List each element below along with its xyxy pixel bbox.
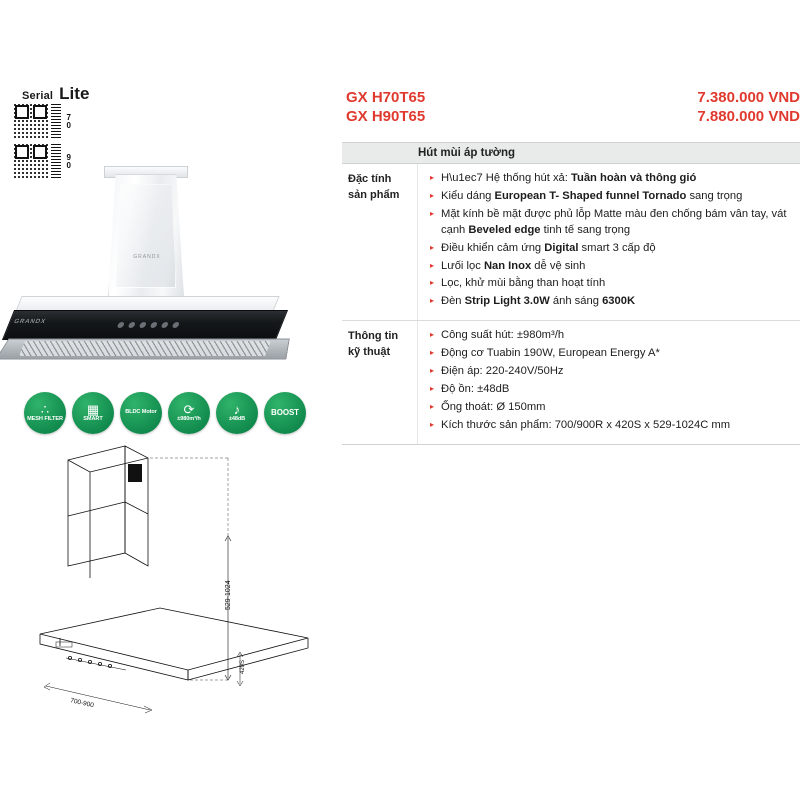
badge-label: BLDC Motor	[125, 409, 157, 416]
tech-text-2: Động cơ Tuabin 190W, European Energy A*	[441, 347, 660, 360]
badge-label: MESH FILTER	[27, 415, 63, 422]
feature-text-6: Lọc, khử mùi bằng than hoạt tính	[441, 277, 606, 290]
feature-text-1: Hệ thống hút xả: Tuần hoàn và thông gió	[485, 172, 697, 184]
drawing-logo-box	[56, 642, 72, 647]
feature-list	[430, 171, 794, 310]
list-item	[430, 364, 794, 380]
right-panel	[338, 0, 800, 800]
drawing-dim-height-label: 529-1024	[225, 580, 232, 610]
badge-boost	[264, 392, 306, 434]
table-row	[342, 321, 800, 444]
drawing-dim-width	[46, 686, 150, 710]
chip-icon: ▦	[86, 402, 100, 418]
badge-mesh-filter	[24, 392, 66, 434]
row-content-product-features	[418, 164, 800, 320]
drawing-canopy-front-edge	[40, 634, 188, 680]
row-label-product-features	[342, 164, 418, 320]
list-item	[430, 294, 794, 310]
list-item	[430, 276, 794, 292]
sound-wave-icon: ♪	[233, 402, 241, 418]
drawing-dim-depth-label: 420S	[240, 659, 246, 674]
feature-text-4: Điều khiển cảm ứng Digital smart 3 cấp độ	[441, 241, 656, 254]
badge-label: SMART	[83, 415, 103, 422]
mesh-filter-icon: ∴	[40, 402, 50, 418]
badge-label: BOOST	[271, 407, 299, 417]
feature-text-5: Lưối lọc Nan Inox dễ vệ sinh	[441, 259, 586, 272]
list-item	[430, 418, 794, 434]
badge-smart	[72, 392, 114, 434]
drawing-button	[98, 662, 101, 665]
drawing-ext-line-top	[150, 458, 228, 536]
model-row	[342, 107, 800, 126]
row-label-line1: Thông tin	[348, 330, 399, 343]
list-item	[430, 328, 794, 344]
badge-noise	[216, 392, 258, 434]
list-item	[430, 346, 794, 362]
row-label-line2: kỹ thuật	[348, 346, 391, 359]
table-row	[342, 164, 800, 321]
tech-text-1: Công suất hút: ±980m³/h	[441, 329, 565, 342]
feature-text-3: Mặt kính bề mặt được phủ lỗp Matte màu đen chống bám vân tay, vát cạnh Beveled edge tinh tế sang trọng	[441, 207, 787, 236]
mesh-filter-grille	[19, 341, 271, 356]
chimney-brand-logo: GRANDX	[133, 254, 161, 260]
drawing-control-line	[66, 658, 126, 670]
row-label-line2: sản phẩm	[348, 188, 400, 201]
drawing-chimney-front	[68, 446, 125, 566]
list-item	[430, 382, 794, 398]
control-dot-icon	[139, 322, 147, 328]
tech-text-3: Điện áp: 220-240V/50Hz	[441, 365, 564, 378]
technical-list	[430, 328, 794, 433]
feature-text-2: Kiểu dáng European T- Shaped funnel Tornado sang trọng	[441, 189, 743, 202]
list-item: ▸ H\u1ec7 Hệ thống hút xả: Tuần hoàn và thông gió	[430, 171, 794, 187]
serial-row	[22, 84, 89, 104]
qr-code-label: 90	[64, 153, 74, 169]
badge-airflow	[168, 392, 210, 434]
model-price: 7.880.000 VND	[697, 108, 800, 125]
serial-value: Lite	[59, 84, 90, 103]
drawing-chimney-seam-side	[125, 502, 148, 514]
row-label-technical-info	[342, 321, 418, 443]
fan-icon: ⟳	[183, 402, 195, 418]
control-dot-icon	[172, 322, 180, 328]
model-price: 7.380.000 VND	[697, 89, 800, 106]
control-dot-icon	[117, 322, 125, 328]
list-item	[430, 207, 794, 239]
qr-code-70[interactable]	[14, 104, 73, 138]
drawing-dim-width-label: 700-900	[69, 697, 95, 710]
drawing-button	[78, 658, 81, 661]
row-label-line1: Đặc tính	[348, 173, 392, 185]
drawing-button	[88, 660, 91, 663]
drawing-canopy-right-edge	[188, 638, 308, 680]
row-content-technical-info	[418, 321, 800, 443]
serial-label: Serial	[22, 90, 54, 102]
badge-bldc-motor	[120, 392, 162, 434]
model-row	[342, 88, 800, 107]
spec-table-header: Hút mùi áp tường	[342, 142, 800, 164]
model-price-list	[342, 88, 800, 126]
qr-code-label: 70	[64, 113, 74, 129]
qr-code-icon	[14, 104, 48, 138]
list-item	[430, 241, 794, 257]
control-dot-icon	[150, 322, 158, 328]
list-item	[430, 259, 794, 275]
tech-text-4: Độ ồn: ±48dB	[441, 382, 510, 395]
tech-text-6: Kích thước sản phẩm: 700/900R x 420S x 529-1024C mm	[441, 418, 731, 431]
badge-label: ±48dB	[228, 415, 246, 422]
left-panel	[0, 0, 330, 800]
drawing-button	[68, 656, 71, 659]
spec-table	[342, 142, 800, 445]
model-code: GX H90T65	[346, 108, 426, 125]
list-item	[430, 189, 794, 205]
list-item	[430, 400, 794, 416]
drawing-control-block	[128, 464, 142, 482]
qr-code-pattern	[51, 104, 61, 138]
hood-brand-logo: GRANDX	[12, 319, 47, 325]
control-dot-icon	[128, 322, 136, 328]
badge-label: ±980m³/h	[177, 415, 201, 422]
product-photo	[0, 160, 330, 375]
technical-drawing-svg	[30, 438, 320, 728]
chimney-glass-panel	[116, 184, 176, 288]
tech-text-5: Ống thoát: Ø 150mm	[441, 400, 546, 413]
feature-badge-row	[24, 392, 314, 434]
technical-drawing	[30, 438, 320, 728]
feature-text-7: Đèn Strip Light 3.0W ánh sáng 6300K	[441, 295, 636, 308]
drawing-chimney-seam	[68, 502, 125, 516]
model-code: GX H70T65	[346, 89, 426, 106]
touch-control-panel	[116, 320, 190, 329]
control-dot-icon	[161, 322, 169, 328]
drawing-button	[108, 664, 111, 667]
